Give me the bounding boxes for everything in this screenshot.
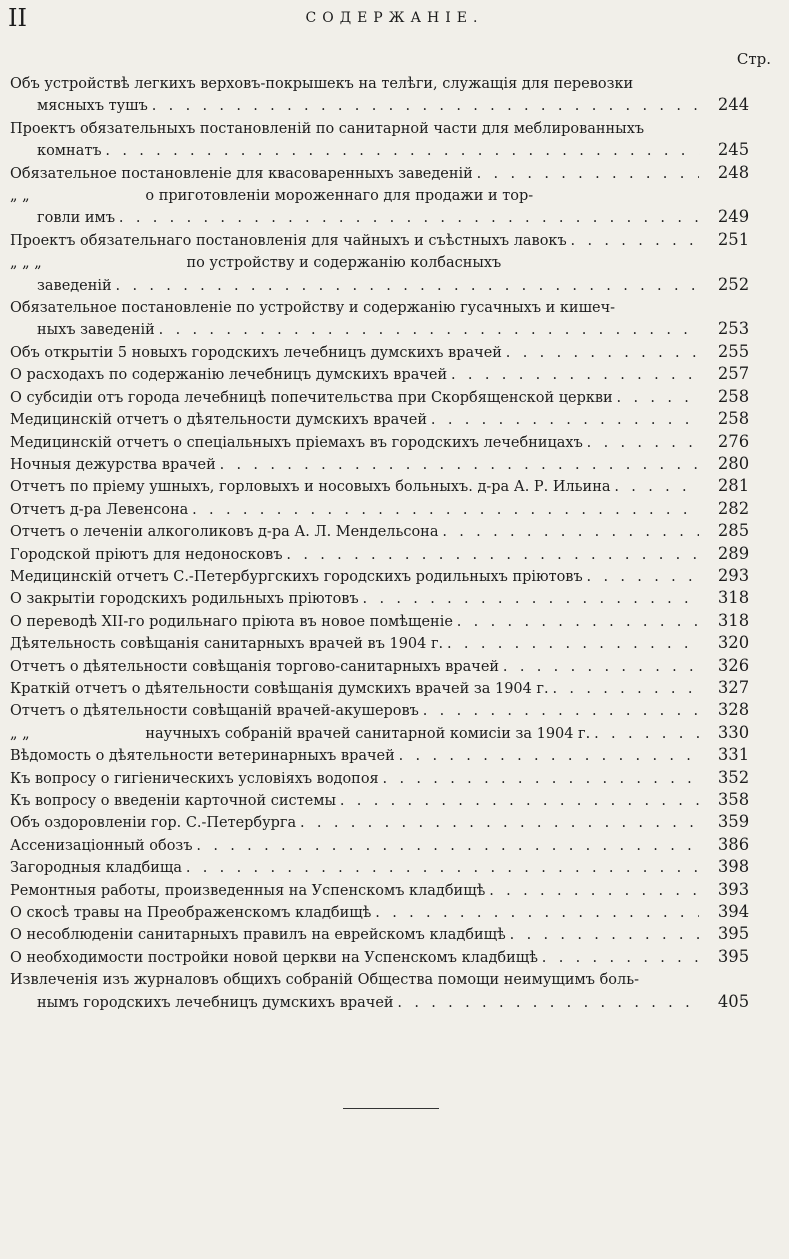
toc-entry: [10, 722, 749, 744]
dot-leader: [148, 94, 699, 116]
toc-entry: [10, 520, 749, 542]
dot-leader: [443, 632, 699, 654]
toc-page-number: 394: [717, 902, 750, 923]
dot-leader: [583, 431, 699, 453]
toc-entry: [10, 901, 749, 923]
ditto-marks: „ „ „: [10, 253, 42, 272]
toc-entry: [10, 117, 749, 162]
dot-leader: [216, 453, 699, 475]
dot-leader: [182, 856, 699, 878]
dot-leader: [112, 274, 699, 296]
toc-entry: [10, 363, 749, 385]
toc-entry-title: Объ устройствѣ легкихъ верховъ-покрышекъ на телѣги, служащія для перевозки: [10, 74, 634, 92]
toc-page-number: 258: [717, 409, 750, 430]
toc-entry-title: Проектъ обязательныхъ постановленій по санитарной части для меблированныхъ: [10, 118, 645, 137]
toc-page-number: 244: [717, 95, 750, 116]
toc-entry-title: Отчетъ д-ра Левенсона: [10, 499, 189, 518]
toc-page-number: 398: [717, 857, 750, 878]
toc-entry: [10, 162, 749, 184]
toc-entry: [10, 677, 749, 699]
toc-page-number: 359: [717, 812, 750, 833]
toc-entry: [10, 856, 749, 878]
toc-page-number: 289: [717, 543, 750, 564]
toc-entry-title: О необходимости постройки новой церкви на Успенскомъ кладбищѣ: [10, 947, 538, 966]
toc-entry-title: Медицинскій отчетъ С.-Петербургскихъ городскихъ родильныхъ пріютовъ: [10, 566, 583, 585]
toc-page-number: 328: [717, 700, 750, 721]
toc-page-number: 248: [717, 162, 750, 183]
toc-entry-title: Краткій отчетъ о дѣятельности совѣщанія думскихъ врачей за 1904 г.: [10, 678, 549, 697]
toc-entry: [10, 879, 749, 901]
dot-leader: [193, 834, 699, 856]
dot-leader: [394, 991, 699, 1013]
toc-entry: [10, 834, 749, 856]
toc-entry-title: Къ вопросу о гигіеническихъ условіяхъ водопоя: [10, 768, 379, 787]
dot-leader: [567, 229, 699, 251]
table-of-contents: [10, 72, 749, 1013]
toc-entry: [10, 632, 749, 654]
toc-entry: [10, 968, 749, 1013]
dot-leader: [613, 386, 699, 408]
toc-entry: [10, 699, 749, 721]
dot-leader: [188, 498, 699, 520]
toc-entry-title: Ночныя дежурства врачей: [10, 454, 216, 473]
toc-entry-title: Обязательное постановленіе для квасоваренныхъ заведеній: [10, 163, 473, 182]
toc-entry: [10, 811, 749, 833]
toc-page-number: 285: [717, 521, 750, 542]
dot-leader: [359, 587, 699, 609]
toc-page-number: 318: [717, 610, 750, 631]
toc-entry-title: Къ вопросу о введеніи карточной системы: [10, 791, 336, 809]
toc-entry: [10, 610, 749, 632]
toc-page-number: 252: [717, 274, 750, 295]
toc-entry-title: Отчетъ по пріему ушныхъ, горловыхъ и носовыхъ больныхъ. д-ра А. Р. Ильина: [10, 477, 611, 496]
toc-entry-title: О закрытіи городскихъ родильныхъ пріютовъ: [10, 589, 359, 608]
toc-page-number: 331: [717, 745, 750, 766]
toc-page-number: 318: [717, 588, 750, 609]
dot-leader: [485, 879, 699, 901]
toc-page-number: 257: [717, 364, 750, 385]
toc-entry-title: Проектъ обязательнаго постановленія для чайныхъ и съѣстныхъ лавокъ: [10, 230, 567, 249]
toc-entry: [10, 296, 749, 341]
toc-page-number: 281: [717, 476, 750, 497]
toc-page-number: 258: [717, 386, 750, 407]
toc-page-number: 330: [717, 722, 750, 743]
toc-page-number: 405: [717, 991, 750, 1012]
page-number: II: [8, 4, 27, 32]
toc-entry-title: О несоблюденіи санитарныхъ правилъ на еврейскомъ кладбищѣ: [10, 925, 506, 944]
toc-page-number: 282: [717, 498, 750, 519]
toc-entry-title: Объ оздоровленіи гор. С.-Петербурга: [10, 813, 297, 832]
dot-leader: [453, 610, 699, 632]
toc-page-number: 280: [717, 453, 750, 474]
page-column-label: Стр.: [736, 50, 771, 68]
toc-entry: [10, 498, 749, 520]
toc-entry-title: научныхъ собраній врачей санитарной комисіи за 1904 г.: [145, 723, 591, 742]
toc-entry: [10, 341, 749, 363]
toc-page-number: 245: [717, 140, 750, 161]
toc-entry: [10, 923, 749, 945]
dot-leader: [115, 206, 699, 228]
toc-entry-title: Ремонтныя работы, произведенныя на Успенскомъ кладбищѣ: [10, 880, 486, 899]
toc-entry: [10, 767, 749, 789]
toc-entry-title: о приготовленіи мороженнаго для продажи и тор-: [145, 186, 534, 205]
dot-leader: [438, 520, 699, 542]
toc-entry-title: говли имъ: [37, 208, 116, 227]
dot-leader: [473, 162, 699, 184]
toc-entry-title: Объ открытіи 5 новыхъ городскихъ лечебницъ думскихъ врачей: [10, 342, 502, 361]
toc-entry-title: Обязательное постановленіе по устройству и содержанію гусачныхъ и кишеч-: [10, 298, 616, 317]
toc-page-number: 358: [717, 790, 750, 810]
ditto-marks: „ „: [10, 186, 30, 205]
toc-entry-title: Ассенизаціонный обозъ: [10, 835, 193, 854]
dot-leader: [610, 475, 699, 497]
dot-leader: [427, 408, 699, 430]
dot-leader: [590, 722, 699, 744]
dot-leader: [447, 363, 699, 385]
toc-entry: [10, 229, 749, 251]
toc-entry: [10, 408, 749, 430]
dot-leader: [506, 923, 699, 945]
toc-entry-title: Извлеченія изъ журналовъ общихъ собраній Общества помощи неимущимъ боль-: [10, 970, 639, 989]
toc-entry: [10, 789, 749, 811]
toc-entry: [10, 587, 749, 609]
toc-entry-title: Загородныя кладбища: [10, 858, 182, 877]
toc-entry-title: Отчетъ о леченіи алкоголиковъ д-ра А. Л. Мендельсона: [10, 522, 439, 541]
dot-leader: [379, 767, 699, 789]
toc-page-number: 249: [717, 207, 750, 228]
toc-entry: [10, 453, 749, 475]
toc-entry-title: мясныхъ тушъ: [37, 96, 148, 115]
toc-page-number: 326: [717, 655, 750, 676]
dot-leader: [499, 655, 699, 677]
toc-page-number: 320: [717, 633, 750, 654]
toc-entry: [10, 184, 749, 229]
toc-entry: [10, 475, 749, 497]
toc-entry-title: комнатъ: [37, 141, 102, 160]
toc-entry-title: „ „: [10, 723, 30, 742]
toc-page-number: 352: [717, 767, 750, 788]
toc-page-number: 251: [717, 229, 750, 250]
toc-entry-title: по устройству и содержанію колбасныхъ: [186, 253, 502, 272]
dot-leader: [283, 543, 699, 565]
running-head: СОДЕРЖАНІЕ.: [305, 10, 484, 26]
toc-page-number: 293: [717, 565, 750, 586]
toc-entry-title: ныхъ заведеній: [37, 320, 155, 339]
toc-page-number: 393: [717, 879, 750, 900]
toc-page-number: 327: [717, 677, 750, 698]
toc-entry-title: заведеній: [37, 275, 112, 294]
toc-entry: [10, 251, 749, 296]
dot-leader: [549, 677, 699, 699]
toc-entry: [10, 386, 749, 408]
toc-entry-title: Отчетъ о дѣятельности совѣщанія торгово-санитарныхъ врачей: [10, 656, 500, 675]
toc-entry: [10, 655, 749, 677]
toc-entry-title: Медицинскій отчетъ о спеціальныхъ пріемахъ въ городскихъ лечебницахъ: [10, 432, 583, 451]
toc-entry: [10, 946, 749, 968]
dot-leader: [296, 811, 699, 833]
toc-entry: [10, 565, 749, 587]
dot-leader: [371, 901, 699, 923]
toc-entry-title: Медицинскій отчетъ о дѣятельности думскихъ врачей: [10, 410, 428, 429]
toc-page-number: 395: [717, 946, 750, 967]
toc-entry: [10, 744, 749, 766]
toc-entry-title: нымъ городскихъ лечебницъ думскихъ врачей: [37, 992, 394, 1011]
closing-rule: [343, 1108, 439, 1109]
toc-entry-title: О субсидіи отъ города лечебницѣ попечительства при Скорбященской церкви: [10, 387, 613, 406]
dot-leader: [538, 946, 699, 968]
dot-leader: [395, 744, 699, 766]
toc-entry: [10, 431, 749, 453]
toc-page-number: 255: [717, 341, 750, 362]
toc-page-number: 395: [717, 924, 750, 945]
toc-page-number: 386: [717, 834, 750, 855]
dot-leader: [336, 789, 699, 811]
toc-entry-title: О переводѣ XII-го родильнаго пріюта въ новое помѣщеніе: [10, 611, 453, 630]
toc-entry: [10, 72, 749, 117]
dot-leader: [102, 139, 699, 161]
dot-leader: [502, 341, 699, 363]
toc-entry-title: Вѣдомость о дѣятельности ветеринарныхъ врачей: [10, 746, 395, 765]
dot-leader: [583, 565, 699, 587]
toc-entry-title: Дѣятельность совѣщанія санитарныхъ врачей въ 1904 г.: [10, 634, 444, 653]
toc-entry-title: О расходахъ по содержанію лечебницъ думскихъ врачей: [10, 365, 448, 384]
toc-entry-title: О скосѣ травы на Преображенскомъ кладбищѣ: [10, 903, 372, 922]
toc-entry-title: Городской пріютъ для недоносковъ: [10, 544, 283, 563]
dot-leader: [155, 318, 699, 340]
dot-leader: [419, 699, 699, 721]
toc-entry: [10, 543, 749, 565]
toc-page-number: 253: [717, 319, 750, 340]
toc-page-number: 276: [717, 431, 750, 452]
toc-entry-title: Отчетъ о дѣятельности совѣщаній врачей-акушеровъ: [10, 701, 419, 720]
